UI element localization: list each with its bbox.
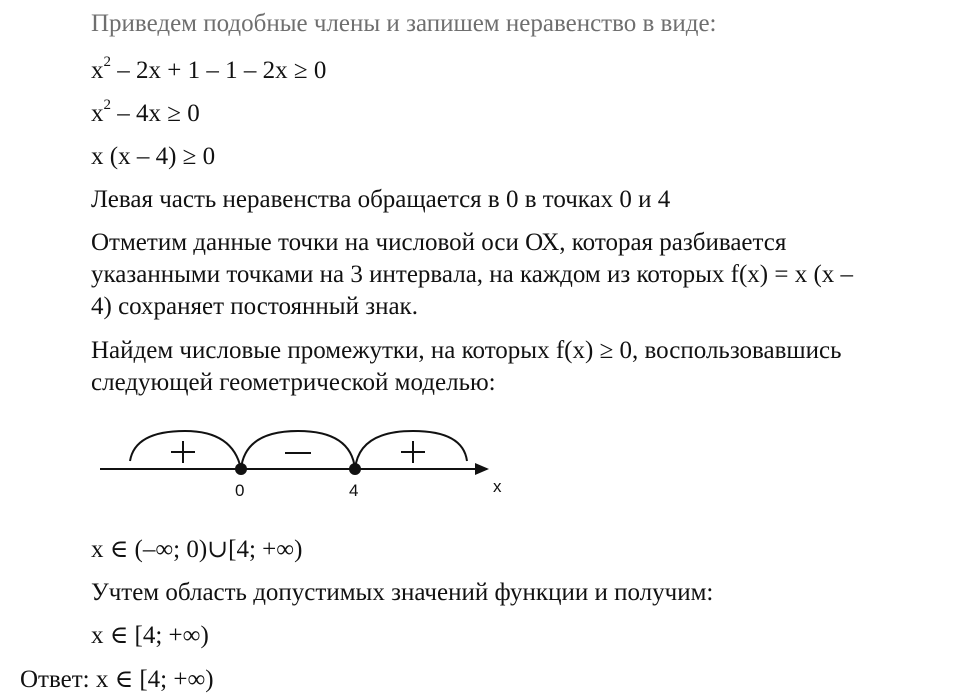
axis-arrow — [475, 463, 489, 475]
find-text-line-2: следующей геометрической моделью: — [91, 369, 496, 396]
interval-arc-left — [130, 431, 241, 469]
point-zero — [235, 463, 247, 475]
mark-text-line-2: указанными точками на 3 интервала, на каждом из которых f(x) = x (x – — [91, 261, 854, 288]
zeros-text: Левая часть неравенства обращается в 0 в точках 0 и 4 — [91, 186, 671, 213]
plus-sign-right — [401, 441, 425, 463]
axis-label-x: x — [493, 477, 502, 496]
equation-3: x (x – 4) ≥ 0 — [91, 143, 216, 170]
mark-text-line-1: Отметим данные точки на числовой оси ОХ, которая разбивается — [91, 229, 787, 256]
eq2-exponent: 2 — [103, 96, 111, 113]
intro-text: Приведем подобные члены и запишем неравенство в виде: — [91, 10, 717, 37]
interval-arc-middle — [241, 431, 355, 469]
find-text-line-1: Найдем числовые промежутки, на которых f(x) ≥ 0, воспользовавшись — [91, 337, 842, 364]
eq1-rest: – 2x + 1 – 1 – 2x ≥ 0 — [111, 57, 327, 84]
result-set-1: x ∈ (–∞; 0)∪[4; +∞) — [91, 536, 303, 563]
interval-arc-right — [355, 431, 467, 469]
domain-note: Учтем область допустимых значений функции и получим: — [91, 579, 714, 606]
eq1-base: x — [91, 57, 104, 84]
point-label-0: 0 — [235, 481, 245, 500]
plus-sign-left — [171, 441, 195, 463]
point-label-4: 4 — [349, 481, 359, 500]
eq2-base: x — [91, 100, 104, 127]
equation-2 — [91, 98, 200, 130]
equation-1 — [91, 55, 326, 87]
eq1-exponent: 2 — [103, 53, 111, 70]
mark-text-line-3: 4) сохраняет постоянный знак. — [91, 293, 418, 320]
eq2-rest: – 4x ≥ 0 — [111, 100, 200, 127]
answer-line: Ответ: x ∈ [4; +∞) — [20, 666, 214, 693]
number-line-diagram — [95, 428, 515, 500]
point-four — [349, 463, 361, 475]
result-set-2: x ∈ [4; +∞) — [91, 622, 209, 649]
